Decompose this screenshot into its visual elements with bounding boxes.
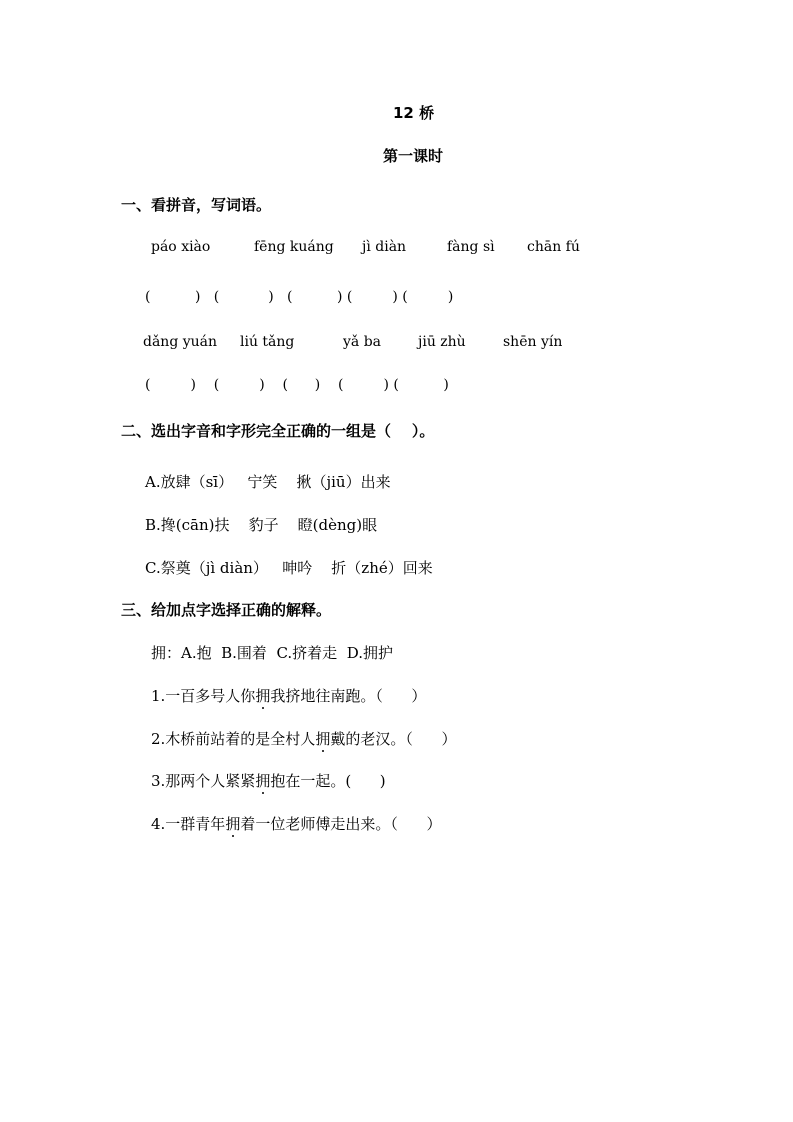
option-a: A.放肆（sī） 宁笑 揪（jiū）出来 [145,473,391,491]
blank-row2: ( ) ( ) ( ) ( ) ( ) [145,377,449,393]
section3-heading: 三、给加点字选择正确的解释。 [121,601,332,619]
pinyin-row1-item3: jì diàn [362,239,407,255]
question-text-after: 戴的老汉。（ ） [330,730,457,748]
page-title: 12 桥 [393,104,435,122]
pinyin-row1-item4: fàng sì [447,239,495,255]
blank-row1: ( ) ( ) ( ) ( ) ( ) [145,289,454,305]
question-text-before: 2.木桥前站着的是全村人 [151,730,316,748]
pinyin-row2-item2: liú tǎng [240,334,295,350]
dotted-character: 拥 [255,772,271,790]
dotted-character: 拥 [225,815,241,833]
question-text-after: 我挤地往南跑。（ ） [270,687,427,705]
section1-heading: 一、看拼音，写词语。 [121,196,272,214]
question-text-after: 抱在一起。( ) [270,772,386,790]
option-c: C.祭奠（jì diàn） 呻吟 折（zhé）回来 [145,559,433,577]
question-text-after: 着一位老师傅走出来。（ ） [240,815,442,833]
dotted-character: 拥 [255,687,271,705]
question-text-before: 4.一群青年 [151,815,226,833]
question-text-before: 3.那两个人紧紧 [151,772,256,790]
question-item-1 [151,689,426,704]
question-item-4 [151,817,441,832]
question-item-2 [151,732,456,747]
question-item-3 [151,774,386,789]
pinyin-row2-item4: jiū zhù [418,334,466,350]
option-b: B.搀(cān)扶 豹子 瞪(dèng)眼 [145,516,378,534]
pinyin-row1-item5: chān fú [527,239,580,255]
definition-line: 拥：A.抱 B.围着 C.挤着走 D.拥护 [151,644,393,662]
pinyin-row1-item1: páo xiào [151,239,211,255]
page-subtitle: 第一课时 [383,147,444,165]
pinyin-row2-item3: yǎ ba [343,334,382,350]
section2-heading: 二、选出字音和字形完全正确的一组是（ ）。 [121,422,435,440]
pinyin-row1-item2: fēng kuáng [254,239,334,255]
pinyin-row2-item5: shēn yín [503,334,563,350]
dotted-character: 拥 [315,730,331,748]
question-text-before: 1.一百多号人你 [151,687,256,705]
pinyin-row2-item1: dǎng yuán [143,334,218,350]
